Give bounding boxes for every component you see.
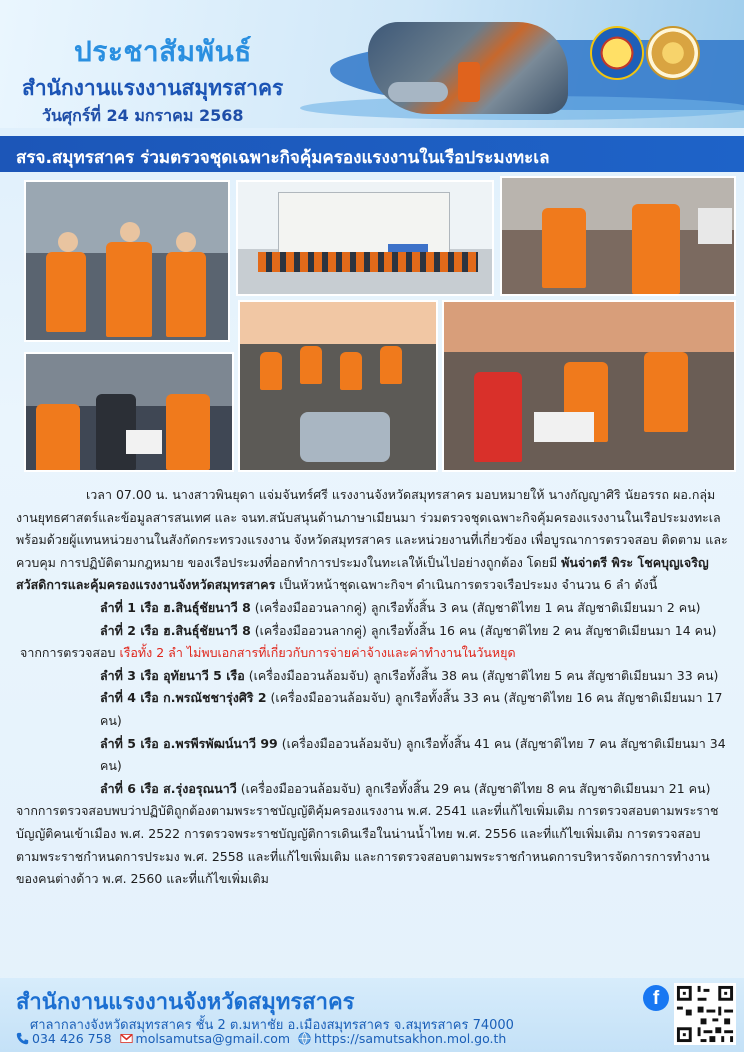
ship-emblem-logo [590, 26, 644, 80]
finding-highlight: เรือทั้ง 2 ลำ ไม่พบเอกสารที่เกี่ยวกับการจ่ายค่าจ้างและค่าทำงานในวันหยุด [119, 645, 516, 661]
footer-contacts [16, 1031, 510, 1046]
closing-paragraph: จากการตรวจสอบพบว่าปฏิบัติถูกต้องตามพระราชบัญญัติคุ้มครองแรงงาน พ.ศ. 2541 และที่แก้ไขเพิ่มเติม การตรวจสอบตามพระราชบัญญัติคนเข้าเมือง พ.ศ. 2522 การตรวจพระราชบัญญัติการเดินเรือในน่านน้ำไทย พ.ศ. 2556 และที่แก้ไขเพิ่มเติม การตรวจสอบตามพระราชกำหนดการประมง พ.ศ. 2558 และที่แก้ไขเพิ่มเติม และการตรวจสอบตามพระราชกำหนดการบริหารจัดการการทำงานของคนต่างด้าว พ.ศ. 2560 และที่แก้ไขเพิ่มเติม [16, 803, 719, 887]
boat-6-line: ลำที่ 6 เรือ ส.รุ่งอรุณนาวี (เครื่องมืออวนล้อมจับ) ลูกเรือทั้งสิ้น 29 คน (สัญชาติไทย 8 คน สัญชาติเมียนมา 21 คน) [100, 780, 711, 796]
photo-crew-on-fishing-boat [238, 300, 438, 472]
photo-officers-on-deck [24, 180, 230, 342]
footer-website[interactable]: https://samutsakhon.mol.go.th [314, 1031, 507, 1046]
pr-title: ประชาสัมพันธ์ [74, 35, 252, 68]
qr-code-icon[interactable] [674, 983, 736, 1045]
boat-4-line: ลำที่ 4 เรือ ก.พรณัชชารุ่งศิริ 2 (เครื่องมืออวนล้อมจับ) ลูกเรือทั้งสิ้น 33 คน (สัญชาติไทย 16 คน สัญชาติเมียนมา 17 คน) [100, 690, 723, 728]
boat-3-line: ลำที่ 3 เรือ อุทัยนาวี 5 เรือ (เครื่องมืออวนล้อมจับ) ลูกเรือทั้งสิ้น 38 คน (สัญชาติไทย 5 คน สัญชาติเมียนมา 33 คน) [100, 667, 719, 683]
footer-address: ศาลากลางจังหวัดสมุทรสาคร ชั้น 2 ต.มหาชัย อ.เมืองสมุทรสาคร จ.สมุทรสาคร 74000 [30, 1018, 514, 1033]
date-line: วันศุกร์ที่ 24 มกราคม 2568 [42, 106, 244, 125]
gmail-icon [120, 1032, 133, 1045]
inspection-finding: จากการตรวจสอบ เรือทั้ง 2 ลำ ไม่พบเอกสารที่เกี่ยวกับการจ่ายค่าจ้างและค่าทำงานในวันหยุด [20, 645, 516, 661]
office-title: สำนักงานแรงงานสมุทรสาคร [22, 76, 284, 100]
boat-5-line: ลำที่ 5 เรือ อ.พรพีรพัฒน์นาวี 99 (เครื่องมืออวนล้อมจับ) ลูกเรือทั้งสิ้น 41 คน (สัญชาติไทย 7 คน สัญชาติเมียนมา 34 คน) [100, 735, 726, 774]
footer-email[interactable]: molsamutsa@gmail.com [135, 1031, 291, 1046]
boat-1-line: ลำที่ 1 เรือ ฮ.สินธุ์ชัยนาวี 8 (เครื่องมืออวนลากคู่) ลูกเรือทั้งสิ้น 3 คน (สัญชาติไทย 1 คน สัญชาติเมียนมา 2 คน) [100, 599, 701, 615]
facebook-icon[interactable]: f [643, 985, 669, 1011]
photo-crew-interview-on-deck [442, 300, 736, 472]
footer-phone[interactable]: 034 426 758 [32, 1031, 112, 1046]
intro-paragraph: เวลา 07.00 น. นางสาวพินยุดา แจ่มจันทร์ศรี แรงงานจังหวัดสมุทรสาคร มอบหมายให้ นางกัญญาศิริ นัยอรรถ ผอ.กลุ่มงานยุทธศาสตร์และข้อมูลสารสนเทศ และ จนท.สนับสนุนด้านภาษาเมียนมา ร่วมตรวจชุดเฉพาะกิจคุ้มครองแรงงานในเรือประมงทะเล พร้อมด้วยผู้แทนหน่วยงานในสังกัดกระทรวงแรงงาน จังหวัดสมุทรสาคร และหน่วยงานที่เกี่ยวข้อง เพื่อบูรณาการตรวจสอบ ติดตาม และควบคุม การปฏิบัติตามกฎหมาย ของเรือประมงที่ออกทำการประมงในทะเลให้เป็นไปอย่างถูกต้อง โดยมี พันจ่าตรี พิระ โชคบุญเจริญ สวัสดิการและคุ้มครองแรงงานจังหวัดสมุทรสาคร เป็นหัวหน้าชุดเฉพาะกิจฯ ดำเนินการตรวจเรือประมง จำนวน 6 ลำ ดังนี้ [16, 487, 728, 593]
globe-icon [298, 1032, 311, 1045]
article-body [16, 484, 728, 891]
phone-icon [16, 1032, 29, 1045]
header-fish-market-photo [368, 22, 568, 114]
ministry-seal-logo [646, 26, 700, 80]
photo-officers-reviewing-documents [24, 352, 234, 472]
boat-2-line: ลำที่ 2 เรือ ฮ.สินธุ์ชัยนาวี 8 (เครื่องมืออวนลากคู่) ลูกเรือทั้งสิ้น 16 คน (สัญชาติไทย 2 คน สัญชาติเมียนมา 14 คน) [100, 622, 717, 638]
footer-org-name: สำนักงานแรงงานจังหวัดสมุทรสาคร [16, 990, 355, 1015]
headline: สรจ.สมุทรสาคร ร่วมตรวจชุดเฉพาะกิจคุ้มครองแรงงานในเรือประมงทะเล [16, 148, 550, 168]
photo-inspection-paperwork [500, 176, 736, 296]
photo-group-in-front-of-building [236, 180, 494, 296]
